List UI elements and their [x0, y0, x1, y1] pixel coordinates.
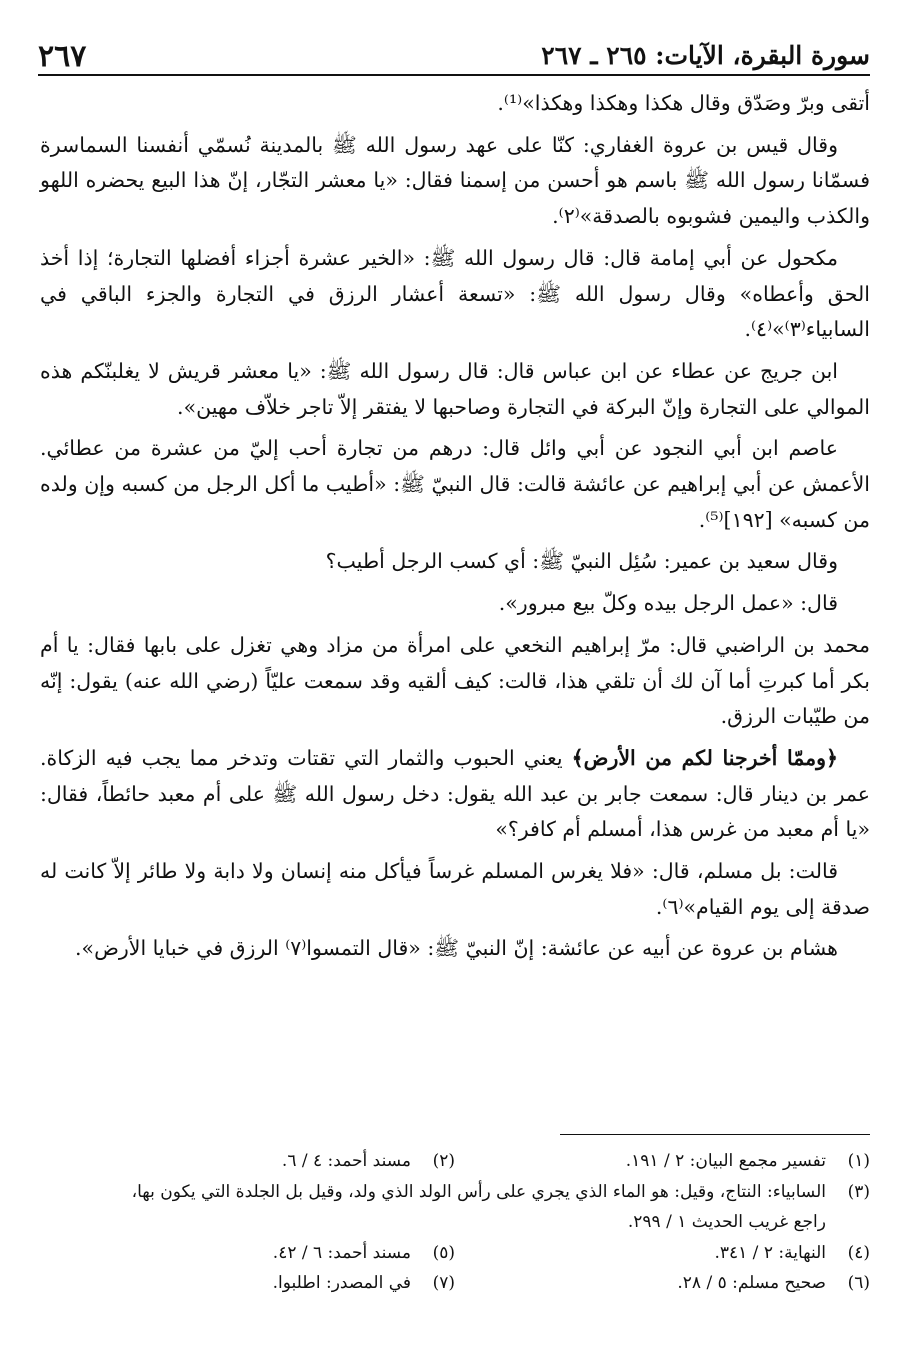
footnote-text: السابياء: النتاج، وقيل: هو الماء الذي يجري على رأس الولد الذي ولد، وقيل بل الجلدة التي يكون بها،	[131, 1181, 826, 1202]
footnote	[455, 1146, 870, 1177]
paragraph: قالت: بل مسلم، قال: «فلا يغرس المسلم غرساً فيأكل منه إنسان ولا دابة ولا طائر إلاّ كانت له صدقة إلى يوم القيام»⁽٦⁾.	[40, 859, 870, 919]
quran-verse: ﴿وممّا أخرجنا لكم من الأرض﴾	[571, 745, 838, 770]
footnote-text: مسند أحمد: ٦ / ٤٢.	[272, 1242, 411, 1263]
footnote	[40, 1177, 870, 1208]
footnote-text: مسند أحمد: ٤ / ٦.	[281, 1151, 411, 1171]
paragraph: وقال قيس بن عروة الغفاري: كنّا على عهد رسول الله ﷺ بالمدينة نُسمّي أنفسنا السماسرة فسمّانا رسول الله ﷺ باسم هو أحسن من إسمنا فقال: «يا معشر التجّار، إنّ هذا البيع يحضره اللهو والكذب واليمين فشوبوه بالصدقة»⁽٢⁾.	[40, 132, 870, 229]
footnote-number: (١)	[847, 1151, 870, 1171]
footnote-continuation: راجع غريب الحديث ١ / ٢٩٩.	[627, 1212, 826, 1232]
footnote	[40, 1238, 455, 1269]
footnote-divider	[560, 1134, 870, 1135]
paragraph: مكحول عن أبي إمامة قال: قال رسول الله ﷺ: «الخير عشرة أجزاء أفضلها التجارة؛ إذا أخذ الحق وأعطاه» وقال رسول الله ﷺ: «تسعة أعشار الرزق في التجارة والجزء الباقي في السابياء⁽٣⁾»⁽٤⁾.	[40, 245, 870, 342]
paragraph-text: يعني الحبوب والثمار التي تقتات وتدخر مما يجب فيه الزكاة. عمر بن دينار قال: سمعت جابر بن عبد الله يقول: دخل رسول الله ﷺ على أم معبد حائطاً، فقال: «يا أم معبد من غرس هذا، أمسلم أم كافر؟»	[40, 745, 870, 842]
footnote-text: النهاية: ٢ / ٣٤١.	[714, 1242, 826, 1263]
paragraph: أتقى وبرّ وصَدّق وقال هكذا وهكذا وهكذا»⁽¹⁾.	[497, 91, 870, 115]
footnote-number: (٢)	[432, 1151, 455, 1171]
paragraph: وقال سعيد بن عمير: سُئِل النبيّ ﷺ: أي كسب الرجل أطيب؟	[325, 549, 838, 574]
footnote-text: تفسير مجمع البيان: ٢ / ١٩١.	[625, 1151, 826, 1171]
paragraph: ابن جريج عن عطاء عن ابن عباس قال: قال رسول الله ﷺ: «يا معشر قريش لا يغلبنّكم هذه الموالي على التجارة وإنّ البركة في التجارة وصاحبها لا يفتقر إلاّ تاجر خلاّف مهين».	[40, 358, 870, 419]
footnotes	[40, 1146, 870, 1299]
footnote-number: (٦)	[847, 1273, 870, 1293]
footnote-number: (٥)	[432, 1242, 455, 1263]
paragraph-with-verse	[40, 741, 870, 848]
footnote-row	[40, 1146, 870, 1177]
footnote-text: في المصدر: اطلبوا.	[272, 1273, 411, 1293]
footnote-row	[40, 1268, 870, 1299]
body-text	[40, 86, 870, 973]
paragraph: قال: «عمل الرجل بيده وكلّ بيع مبرور».	[498, 591, 838, 616]
paragraph: عاصم ابن أبي النجود عن أبي وائل قال: درهم من تجارة أحب إليّ من عشرة من عطائي. الأعمش عن أبي إبراهيم عن عائشة قالت: قال النبيّ ﷺ: «أطيب ما أكل الرجل من كسبه وإن ولده من كسبه» [١٩٢]⁽⁵⁾.	[40, 436, 870, 532]
paragraph: هشام بن عروة عن أبيه عن عائشة: إنّ النبيّ ﷺ: «قال التمسوا⁽٧⁾ الرزق في خبايا الأرض».	[75, 936, 838, 961]
paragraph: محمد بن الراضبي قال: مرّ إبراهيم النخعي على امرأة من مزاد وهي تغزل على بابها فقال: يا أم بكر أما كبرتِ أما آن لك أن تلقي هذا، قالت: كيف ألقيه وقد سمعت عليّاً (رضي الله عنه) يقول: إنّه من طيّبات الرزق.	[40, 632, 870, 729]
footnote	[40, 1268, 455, 1299]
footnote-row	[40, 1177, 870, 1208]
footnote	[455, 1238, 870, 1269]
footnote-row	[40, 1238, 870, 1269]
footnote	[40, 1146, 455, 1177]
footnote-number: (٣)	[847, 1181, 870, 1202]
page-header	[38, 34, 870, 76]
footnote-number: (٧)	[432, 1273, 455, 1293]
running-title: سورة البقرة، الآيات: ٢٦٥ ـ ٢٦٧	[541, 41, 870, 70]
page-number: ٢٦٧	[38, 39, 87, 74]
footnote-text: صحيح مسلم: ٥ / ٢٨.	[677, 1273, 826, 1293]
footnote-number: (٤)	[847, 1242, 870, 1263]
footnote	[455, 1268, 870, 1299]
